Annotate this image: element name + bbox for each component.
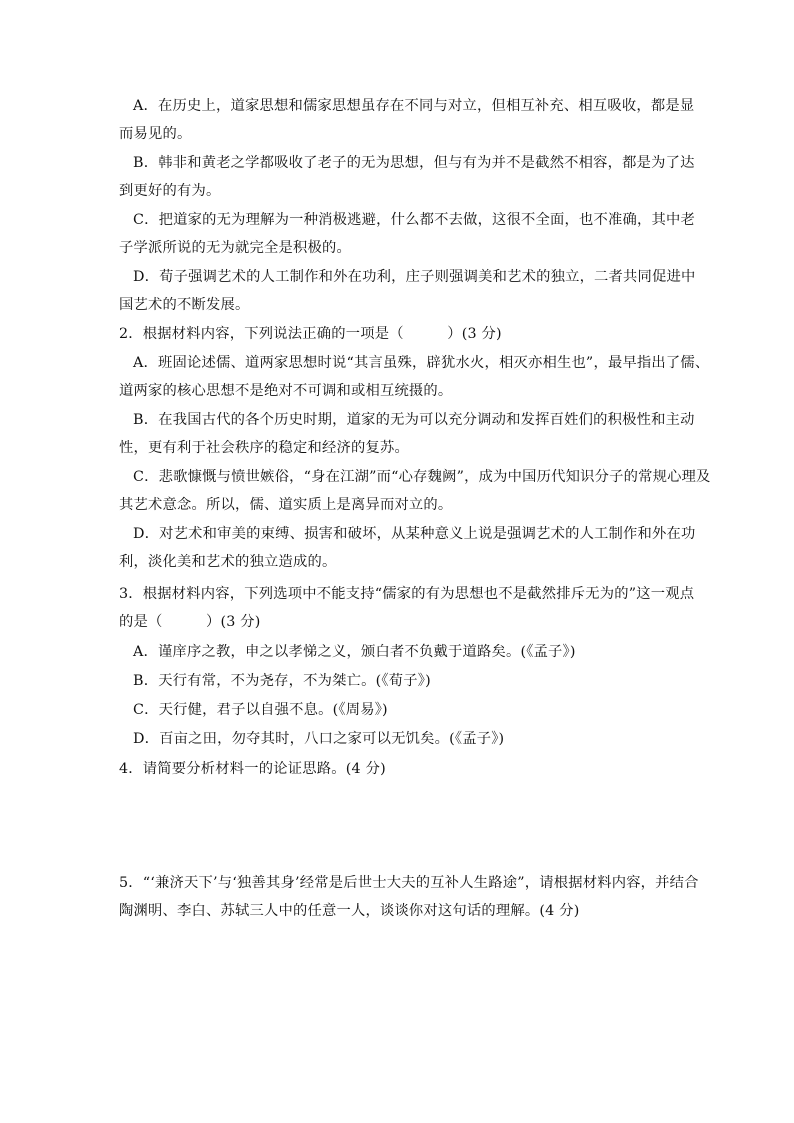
q2-option-c-line1: C．悲歌慷慨与愤世嫉俗，“身在江湖”而“心存魏阙”，成为中国历代知识分子的常规心理及 — [133, 469, 711, 485]
q1-option-d-line2: 国艺术的不断发展。 — [119, 297, 250, 313]
q2-option-b-line2: 性，更有利于社会秩序的稳定和经济的复苏。 — [119, 440, 409, 456]
q1-option-d-line1: D．荀子强调艺术的人工制作和外在功利，庄子则强调美和艺术的独立，二者共同促进中 — [133, 269, 696, 285]
q3-option-d: D．百亩之田，勿夺其时，八口之家可以无饥矣。(《孟子》) — [133, 731, 505, 747]
q1-option-b-line2: 到更好的有为。 — [119, 183, 221, 199]
q3-stem-line2: 的是（ ）(3 分) — [119, 614, 261, 630]
q1-option-c-line1: C．把道家的无为理解为一种消极逃避，什么都不去做，这很不全面，也不准确，其中老 — [133, 212, 696, 228]
q5-stem-line1: 5．“‘兼济天下’与‘独善其身’经常是后世士大夫的互补人生路途”，请根据材料内容，并结合 — [119, 875, 699, 891]
q3-option-a: A．谨庠序之教，申之以孝悌之义，颁白者不负戴于道路矣。(《孟子》) — [133, 644, 576, 660]
q1-option-a-line2: 而易见的。 — [119, 126, 192, 142]
q3-stem-line1: 3．根据材料内容，下列选项中不能支持“儒家的有为思想也不是截然排斥无为的”这一观点 — [119, 586, 695, 602]
q1-option-b-line1: B．韩非和黄老之学都吸收了老子的无为思想，但与有为并不是截然不相容，都是为了达 — [133, 155, 695, 171]
q1-option-c-line2: 子学派所说的无为就完全是积极的。 — [119, 240, 351, 256]
q4-stem: 4．请简要分析材料一的论证思路。(4 分) — [119, 761, 386, 777]
q5-stem-line2: 陶渊明、李白、苏轼三人中的任意一人，谈谈你对这句话的理解。(4 分) — [119, 903, 580, 919]
q2-option-d-line1: D．对艺术和审美的束缚、损害和破坏，从某种意义上说是强调艺术的人工制作和外在功 — [133, 526, 696, 542]
q2-option-a-line2: 道两家的核心思想不是绝对不可调和或相互统摄的。 — [119, 383, 453, 399]
q1-option-a-line1: A．在历史上，道家思想和儒家思想虽存在不同与对立，但相互补充、相互吸收，都是显 — [133, 98, 695, 114]
q3-option-c: C．天行健，君子以自强不息。(《周易》) — [133, 702, 388, 718]
q2-option-d-line2: 利，淡化美和艺术的独立造成的。 — [119, 554, 337, 570]
q3-option-b: B．天行有常，不为尧存，不为桀亡。(《荀子》) — [133, 673, 431, 689]
q2-option-b-line1: B．在我国古代的各个历史时期，道家的无为可以充分调动和发挥百姓们的积极性和主动 — [133, 412, 695, 428]
q2-stem: 2．根据材料内容，下列说法正确的一项是（ ）(3 分) — [119, 326, 502, 342]
q2-option-c-line2: 其艺术意念。所以，儒、道实质上是离异而对立的。 — [119, 497, 453, 513]
q2-option-a-line1: A．班固论述儒、道两家思想时说“其言虽殊，辟犹水火，相灭亦相生也”，最早指出了儒、 — [133, 355, 710, 371]
